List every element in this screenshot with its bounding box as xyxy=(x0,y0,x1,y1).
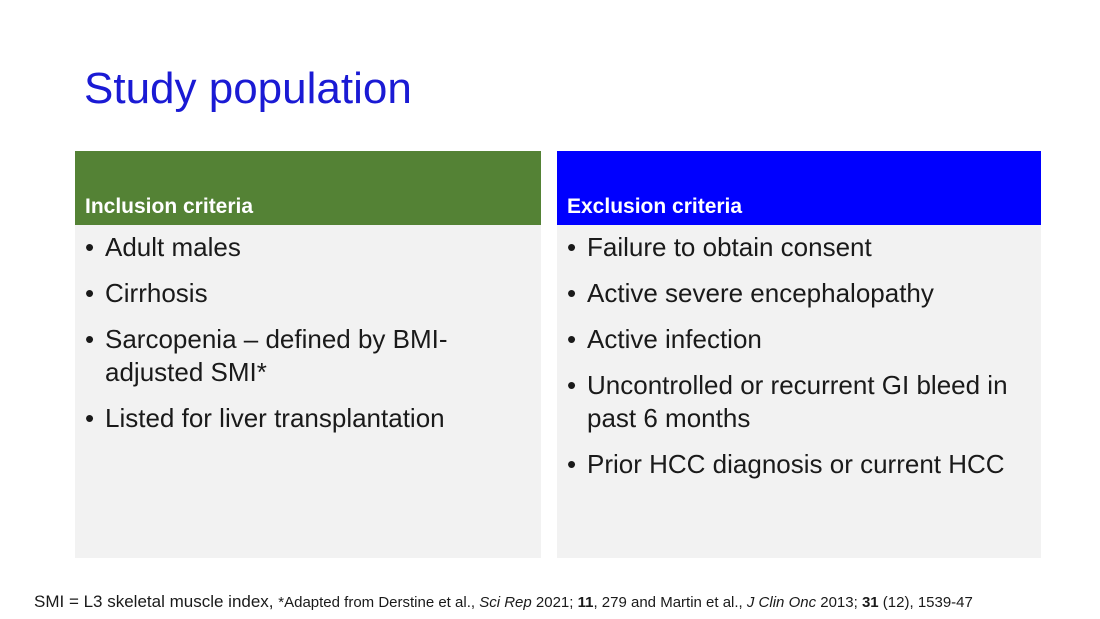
footnote-definition: SMI = L3 skeletal muscle index, xyxy=(34,592,279,611)
exclusion-criteria-header xyxy=(557,151,1041,225)
bullet-icon: • xyxy=(567,324,577,354)
bullet-icon: • xyxy=(567,278,577,308)
bullet-icon: • xyxy=(85,278,95,308)
footnote-citation: *Adapted from Derstine et al., Sci Rep 2021; 11, 279 and Martin et al., J Clin Onc 2013; 31 (12), 1539-47 xyxy=(278,594,973,611)
list-item: • Failure to obtain consent xyxy=(567,232,872,262)
list-item: • Active severe encephalopathy xyxy=(567,278,934,308)
bullet-icon: • xyxy=(85,232,95,262)
footnote xyxy=(34,592,973,612)
list-item: • Sarcopenia – defined by BMI-adjusted SMI* xyxy=(85,324,448,387)
exclusion-criteria-heading: Exclusion criteria xyxy=(567,195,743,218)
bullet-icon: • xyxy=(567,370,577,400)
inclusion-criteria-heading: Inclusion criteria xyxy=(85,195,254,218)
list-item: • Adult males xyxy=(85,232,241,262)
exclusion-criteria-panel xyxy=(557,151,1041,558)
list-item: • Prior HCC diagnosis or current HCC xyxy=(567,449,1005,479)
inclusion-criteria-list xyxy=(75,225,541,435)
bullet-icon: • xyxy=(85,324,95,354)
inclusion-criteria-panel xyxy=(75,151,541,558)
list-item: • Active infection xyxy=(567,324,762,354)
exclusion-criteria-list xyxy=(557,225,1041,481)
bullet-icon: • xyxy=(567,449,577,479)
slide-title: Study population xyxy=(84,64,412,113)
list-item: • Listed for liver transplantation xyxy=(85,403,445,433)
bullet-icon: • xyxy=(567,232,577,262)
list-item: • Uncontrolled or recurrent GI bleed in past 6 months xyxy=(567,370,1008,433)
bullet-icon: • xyxy=(85,403,95,433)
inclusion-criteria-header xyxy=(75,151,541,225)
list-item: • Cirrhosis xyxy=(85,278,208,308)
